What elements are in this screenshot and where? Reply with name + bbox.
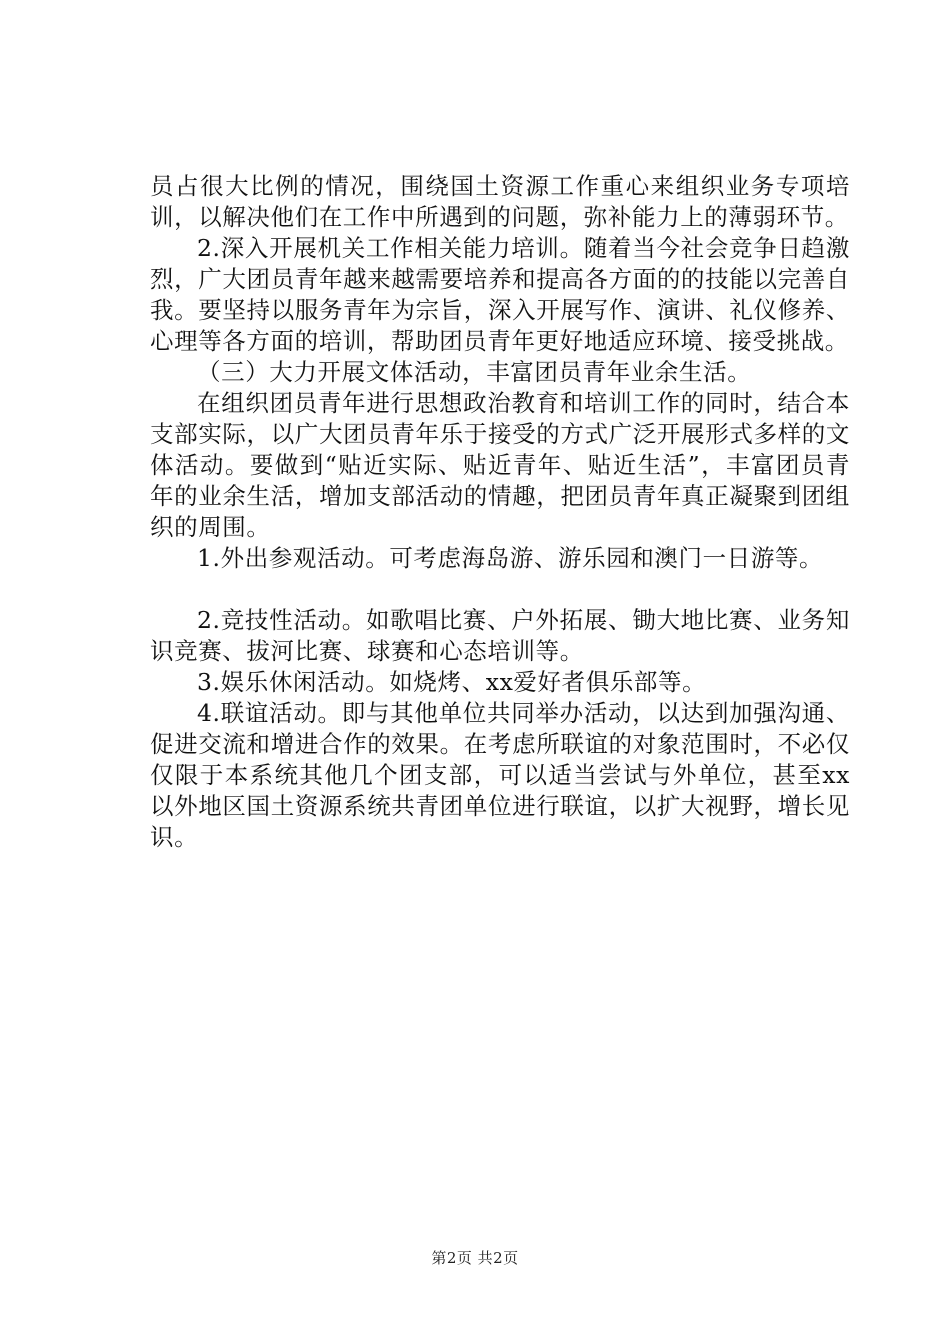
list-item-1-outing: 1.外出参观活动。可考虑海岛游、游乐园和澳门一日游等。 xyxy=(197,544,824,572)
paragraph-item-2-training: 2.深入开展机关工作相关能力培训。随着当今社会竞争日趋激烈，广大团员青年越来越需要培养和提高各方面的的技能以完善自我。要坚持以服务青年为宗旨，深入开展写作、演讲、礼仪修养、心理等各方面的培训，帮助团员青年更好地适应环境、接受挑战。 xyxy=(150,234,850,355)
list-item-2-competition: 2.竞技性活动。如歌唱比赛、户外拓展、锄大地比赛、业务知识竞赛、拔河比赛、球赛和心态培训等。 xyxy=(150,606,850,665)
page-number-footer: 第2页 共2页 xyxy=(431,1249,519,1267)
list-item-3-leisure: 3.娱乐休闲活动。如烧烤、xx爱好者俱乐部等。 xyxy=(197,668,707,696)
paragraph-activities-intro: 在组织团员青年进行思想政治教育和培训工作的同时，结合本支部实际，以广大团员青年乐于接受的方式广泛开展形式多样的文体活动。要做到“贴近实际、贴近青年、贴近生活”，丰富团员青年的业余生活，增加支部活动的情趣，把团员青年真正凝聚到团组织的周围。 xyxy=(150,389,850,541)
document-body xyxy=(150,171,850,853)
section-heading-3: （三）大力开展文体活动，丰富团员青年业余生活。 xyxy=(197,358,752,386)
paragraph-continuation: 员占很大比例的情况，围绕国土资源工作重心来组织业务专项培训，以解决他们在工作中所遇到的问题，弥补能力上的薄弱环节。 xyxy=(150,172,850,231)
list-item-4-fellowship: 4.联谊活动。即与其他单位共同举办活动，以达到加强沟通、促进交流和增进合作的效果。在考虑所联谊的对象范围时，不必仅仅限于本系统其他几个团支部，可以适当尝试与外单位，甚至xx以外地区国土资源系统共青团单位进行联谊，以扩大视野，增长见识。 xyxy=(150,699,850,851)
